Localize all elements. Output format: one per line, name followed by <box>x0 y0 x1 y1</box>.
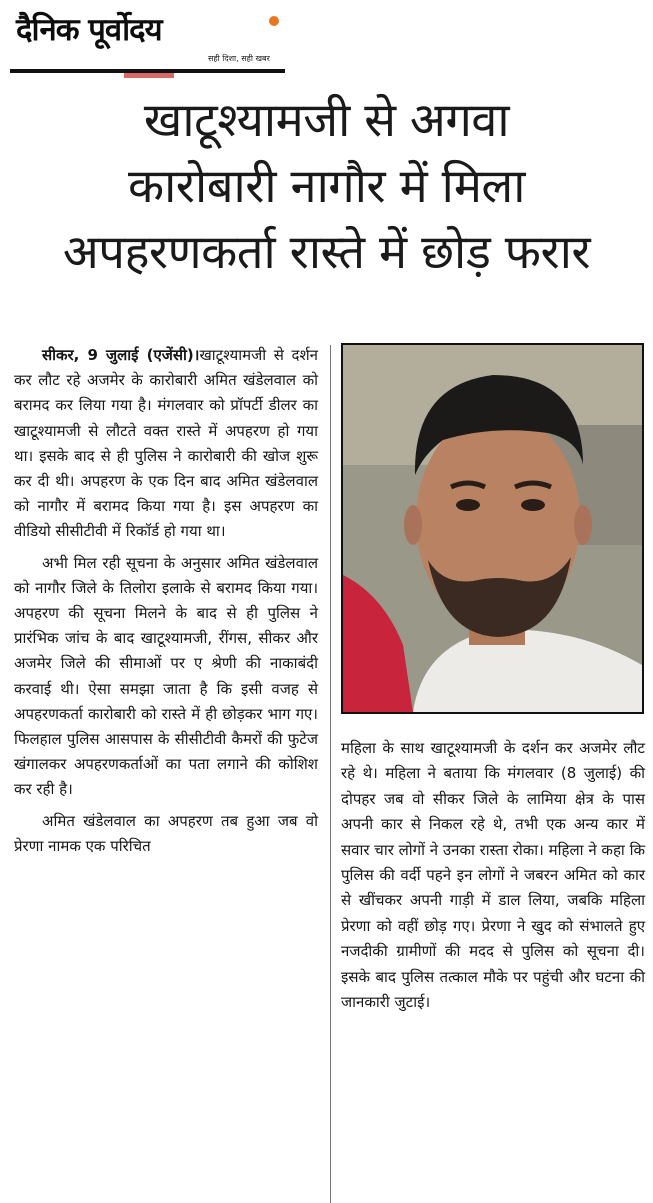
portrait-photo <box>341 343 644 714</box>
newspaper-title: दैनिक पूर्वोदय <box>16 12 162 48</box>
article-paragraph: अमित खंडेलवाल का अपहरण तब हुआ जब वो प्रेरणा नामक एक परिचित <box>14 811 318 855</box>
masthead <box>10 6 285 72</box>
article-column-right <box>341 736 645 1015</box>
headline-line: अपहरणकर्ता रास्ते में छोड़ फरार <box>62 225 591 280</box>
column-divider <box>330 345 331 1203</box>
logo-dot-icon <box>269 16 279 26</box>
article-paragraph: महिला के साथ खाटूश्यामजी के दर्शन कर अजमेर लौट रहे थे। महिला ने बताया कि मंगलवार (8 जुलाई) की दोपहर जब वो सीकर जिले के लामिया क्षेत्र के पास अपनी कार से निकल रहे थे, तभी एक अन्य कार में सवार चार लोगों ने उनका रास्ता रोका। महिला ने कहा कि पुलिस की वर्दी पहने इन लोगों ने जबरन अमित को कार से खींचकर अपनी गाड़ी में डाल लिया, जबकि महिला प्रेरणा को वहीं छोड़ गए। प्रेरणा ने खुद को संभालते हुए नजदीकी ग्रामीणों की मदद से पुलिस को सूचना दी। इसके बाद पुलिस तत्काल मौके पर पहुंची और घटना की जानकारी जुटाई। <box>341 739 645 1012</box>
article-column-left <box>14 343 318 865</box>
portrait-illustration <box>343 345 642 712</box>
headline <box>0 88 653 286</box>
masthead-accent-bar <box>124 73 174 78</box>
paragraph-text: खाटूश्यामजी से दर्शन कर लौट रहे अजमेर के कारोबारी अमित खंडेलवाल को बरामद कर लिया गया है। मंगलवार को प्रॉपर्टी डीलर का खाटूश्यामजी से लौटते वक्त रास्ते में अपहरण हो गया था। इसके बाद से ही पुलिस ने कारोबारी की खोज शुरू कर दी थी। अपहरण के एक दिन बाद अमित खंडेलवाल को नागौर में बरामद किया गया है। इस अपहरण का वीडियो सीसीटीवी में रिकॉर्ड हो गया था। <box>14 346 318 541</box>
headline-line: खाटूश्यामजी से अगवा <box>143 93 510 148</box>
headline-line: कारोबारी नागौर में मिला <box>128 159 525 214</box>
article-paragraph: अभी मिल रही सूचना के अनुसार अमित खंडेलवाल को नागौर जिले के तिलोरा इलाके से बरामद किया गया। अपहरण की सूचना मिलने के बाद से ही पुलिस ने प्रारंभिक जांच के बाद खाटूश्यामजी, रींगस, सीकर और अजमेर जिले की सीमाओं पर ए श्रेणी की नाकाबंदी करवाई थी। ऐसा समझा जाता है कि इसी वजह से अपहरणकर्ता कारोबारी को रास्ते में ही छोड़कर भाग गए। फिलहाल पुलिस आसपास के सीसीटीवी कैमरों की फुटेज खंगालकर अपहरणकर्ताओं का पता लगाने की कोशिश कर रही है। <box>14 553 318 799</box>
newspaper-tagline: सही दिशा, सही खबर <box>208 54 270 63</box>
article-paragraph <box>14 343 318 545</box>
dateline: सीकर, 9 जुलाई (एजेंसी)। <box>42 346 200 364</box>
